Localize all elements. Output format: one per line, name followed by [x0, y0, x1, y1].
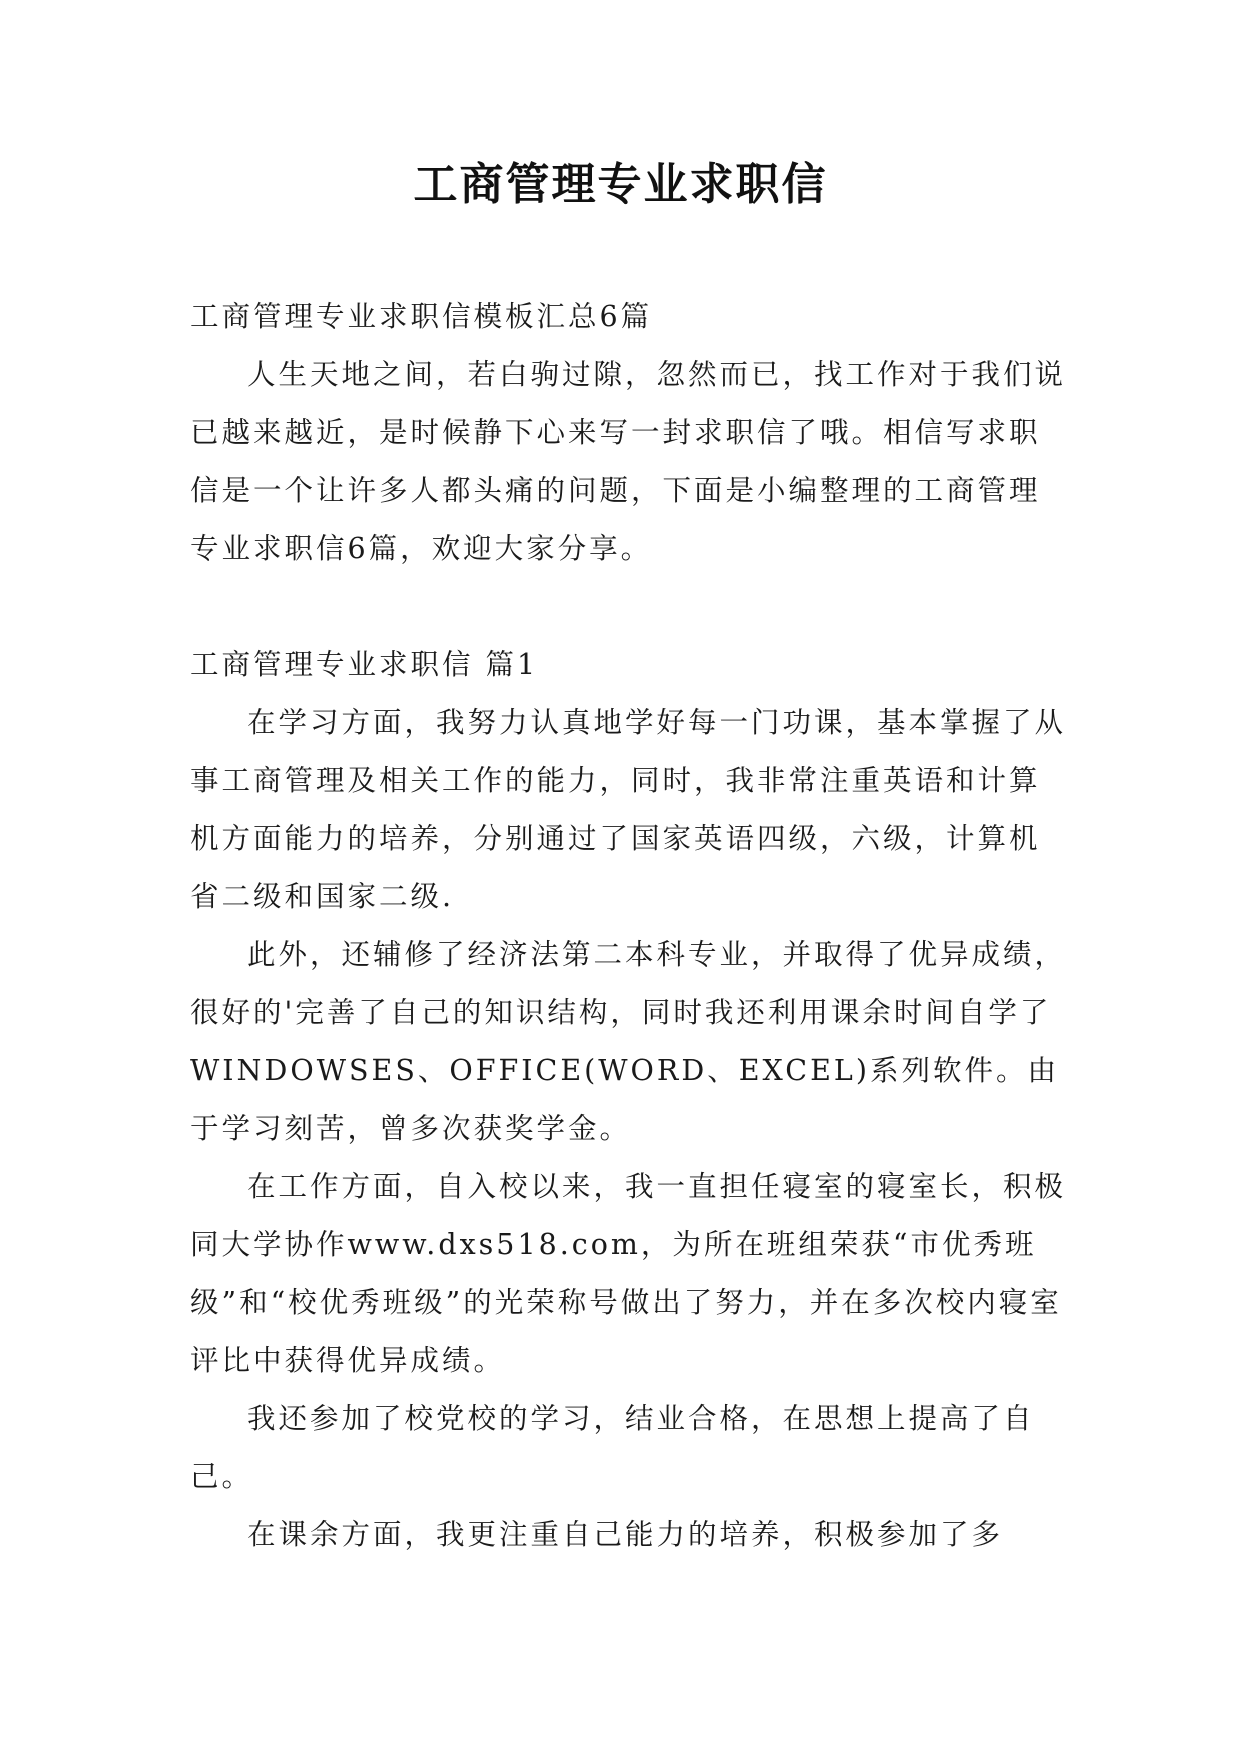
- section-spacer: [190, 578, 1070, 636]
- body-paragraph: 此外，还辅修了经济法第二本科专业，并取得了优异成绩，很好的'完善了自己的知识结构，同时我还利用课余时间自学了WINDOWSES、OFFICE(WORD、EXCEL)系列软件。由于学习刻苦，曾多次获奖学金。: [190, 938, 1067, 1145]
- page-title: 工商管理专业求职信: [413, 159, 828, 210]
- intro-paragraph: 人生天地之间，若白驹过隙，忽然而已，找工作对于我们说已越来越近，是时候静下心来写一封求职信了哦。相信写求职信是一个让许多人都头痛的问题，下面是小编整理的工商管理专业求职信6篇，欢迎大家分享。: [190, 358, 1067, 565]
- body-paragraph: 在学习方面，我努力认真地学好每一门功课，基本掌握了从事工商管理及相关工作的能力，同时，我非常注重英语和计算机方面能力的培养，分别通过了国家英语四级，六级，计算机省二级和国家二级.: [190, 706, 1067, 913]
- body-paragraph: 在课余方面，我更注重自己能力的培养，积极参加了多: [247, 1518, 1004, 1551]
- document-subtitle: 工商管理专业求职信模板汇总6篇: [190, 300, 653, 333]
- body-paragraph: 在工作方面，自入校以来，我一直担任寝室的寝室长，积极同大学协作www.dxs518.com，为所在班组荣获“市优秀班级”和“校优秀班级”的光荣称号做出了努力，并在多次校内寝室评比中获得优异成绩。: [190, 1170, 1067, 1377]
- document-body: [190, 288, 1070, 1564]
- section-heading: 工商管理专业求职信 篇1: [190, 648, 539, 681]
- body-paragraph: 我还参加了校党校的学习，结业合格，在思想上提高了自己。: [190, 1402, 1035, 1493]
